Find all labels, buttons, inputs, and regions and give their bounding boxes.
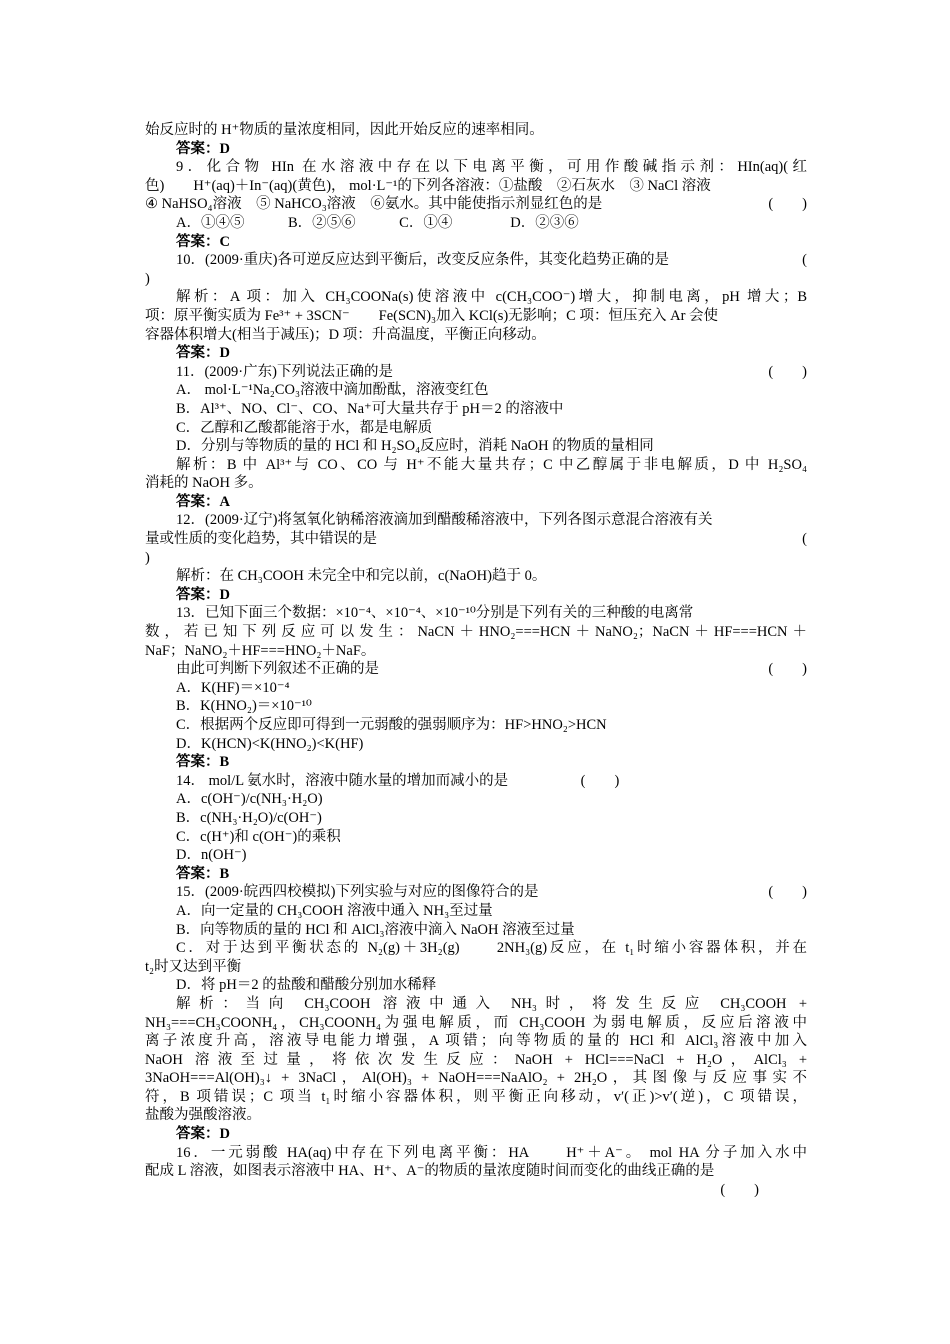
text-line: 3NaOH===Al(OH)₃↓ + 3NaCl，Al(OH)₃ + NaOH===NaAlO₂ + 2H₂O，其图像与反应事实不 (145, 1070, 807, 1087)
line-text: 由此可判断下列叙述不正确的是 (176, 661, 379, 678)
text-line: B．K(HNO₂)＝×10⁻¹⁰ (176, 698, 312, 715)
text-line: 答案：D (176, 1126, 230, 1143)
text-line: 消耗的 NaOH 多。 (145, 475, 263, 492)
text-line: NaF；NaNO₂＋HF===HNO₂＋NaF。 (145, 642, 376, 659)
text-line: 答案：D (176, 345, 230, 362)
text-line: 解析：在 CH₃COOH 未完全中和完以前，c(NaOH)趋于 0。 (176, 568, 547, 585)
text-line: C．c(H⁺)和 c(OH⁻)的乘积 (176, 828, 341, 845)
text-line: 容器体积增大(相当于减压)；D 项：升高温度，平衡正向移动。 (145, 326, 546, 343)
text-line: 解析：B 中 Al³⁺与 CO、CO 与 H⁺不能大量共存；C 中乙醇属于非电解质，D 中 H₂SO₄ (176, 456, 807, 473)
text-line: 解析：当向 CH₃COOH 溶液中通入 NH₃时，将发生反应 CH₃COOH + (176, 995, 807, 1012)
answer-bracket: ( (802, 531, 807, 548)
text-line: 答案：D (176, 140, 230, 157)
text-line: 答案：D (176, 586, 230, 603)
text-line: 答案：C (176, 233, 230, 250)
text-line: 16．一元弱酸 HA(aq)中存在下列电离平衡：HA H⁺＋A⁻。 mol HA 分子加入水中 (176, 1144, 807, 1161)
text-line: A． mol·L⁻¹Na₂CO₃溶液中滴加酚酞，溶液变红色 (176, 382, 489, 399)
text-line (145, 363, 807, 382)
text-line: 14． mol/L 氨水时，溶液中随水量的增加而减小的是 ( ) (176, 772, 620, 789)
text-line (145, 660, 807, 679)
text-line: 符，B 项错误；C 项当 t₁时缩小容器体积，则平衡正向移动，v′(正)>v′(逆)，C 项错误， (145, 1088, 807, 1105)
answer-bracket: ( ) (768, 661, 807, 678)
answer-bracket: ( (802, 252, 807, 269)
text-line: D．K(HCN)<K(HNO₂)<K(HF) (176, 735, 364, 752)
text-line: 13．已知下面三个数据：×10⁻⁴、×10⁻⁴、×10⁻¹⁰分别是下列有关的三种酸的电离常 (176, 605, 694, 622)
text-line: 解析：A 项：加入 CH₃COONa(s)使溶液中 c(CH₃COO⁻)增大，抑制电离，pH 增大；B (176, 289, 807, 306)
text-line: B．c(NH₃·H₂O)/c(OH⁻) (176, 809, 322, 826)
text-line: C．对于达到平衡状态的 N₂(g)＋3H₂(g) 2NH₃(g)反应，在 t₁时缩小容器体积，并在 (176, 940, 807, 957)
text-line: 答案：B (176, 865, 230, 882)
text-line: B．Al³⁺、NO、Cl⁻、CO、Na⁺可大量共存于 pH＝2 的溶液中 (176, 400, 564, 417)
text-line: 9．化合物 HIn 在水溶液中存在以下电离平衡，可用作酸碱指示剂：HIn(aq)(红 (176, 159, 807, 176)
text-line: C．根据两个反应即可得到一元弱酸的强弱顺序为：HF>HNO₂>HCN (176, 717, 607, 733)
answer-bracket: ( ) (768, 884, 807, 901)
text-line: 离子浓度升高，溶液导电能力增强，A 项错；向等物质的量的 HCl 和 AlCl₃溶液中加入 (145, 1033, 807, 1050)
text-line (145, 883, 807, 902)
document-body (145, 121, 807, 1199)
answer-bracket: ( ) (720, 1181, 759, 1198)
text-line: D．将 pH＝2 的盐酸和醋酸分别加水稀释 (176, 977, 437, 994)
text-line: 答案：A (176, 493, 230, 510)
text-line: A．c(OH⁻)/c(NH₃·H₂O) (176, 791, 323, 808)
text-line: 数，若已知下列反应可以发生：NaCN＋HNO₂===HCN＋NaNO₂；NaCN＋HF===HCN＋ (145, 624, 807, 641)
text-line: NH₃===CH₃COONH₄，CH₃COONH₄为强电解质，而 CH₃COOH 为弱电解质，反应后溶液中 (145, 1014, 807, 1031)
text-line: D．分别与等物质的量的 HCl 和 H₂SO₄反应时，消耗 NaOH 的物质的量相同 (176, 438, 654, 455)
text-line: 项：原平衡实质为 Fe³⁺ + 3SCN⁻ Fe(SCN)₃加入 KCl(s)无影响；C 项：恒压充入 Ar 会使 (145, 307, 719, 324)
text-line: A．向一定量的 CH₃COOH 溶液中通入 NH₃至过量 (176, 902, 493, 919)
text-line: t₂时又达到平衡 (145, 958, 242, 975)
line-text: 15．(2009·皖西四校模拟)下列实验与对应的图像符合的是 (176, 884, 539, 901)
text-line (145, 251, 807, 270)
text-line: 色) H⁺(aq)＋In⁻(aq)(黄色)， mol·L⁻¹的下列各溶液：①盐酸 ②石灰水 ③ NaCl 溶液 (145, 177, 711, 194)
text-line: 盐酸为强酸溶液。 (145, 1107, 261, 1124)
text-line (145, 195, 807, 214)
text-line (145, 1181, 807, 1200)
text-line: 始反应时的 H⁺物质的量浓度相同，因此开始反应的速率相同。 (145, 122, 544, 138)
text-line: ) (145, 270, 150, 287)
text-line: 答案：B (176, 754, 230, 771)
line-text: ④ NaHSO₄溶液 ⑤ NaHCO₃溶液 ⑥氨水。其中能使指示剂显红色的是 (145, 196, 603, 213)
text-line (145, 530, 807, 549)
text-line: 12．(2009·辽宁)将氢氧化钠稀溶液滴加到醋酸稀溶液中，下列各图示意混合溶液有关 (176, 512, 713, 529)
text-line: D．n(OH⁻) (176, 847, 247, 864)
text-line: NaOH 溶液至过量，将依次发生反应：NaOH + HCl===NaCl + H₂O，AlCl₃ + (145, 1051, 807, 1068)
text-line: B．向等物质的量的 HCl 和 AlCl₃溶液中滴入 NaOH 溶液至过量 (176, 921, 575, 938)
text-line: ) (145, 549, 150, 566)
line-text: 量或性质的变化趋势，其中错误的是 (145, 531, 377, 548)
line-text: 10．(2009·重庆)各可逆反应达到平衡后，改变反应条件，其变化趋势正确的是 (176, 252, 669, 269)
answer-bracket: ( ) (768, 196, 807, 213)
text-line: A．K(HF)＝×10⁻⁴ (176, 679, 290, 696)
text-line: A．①④⑤ B．②⑤⑥ C．①④ D．②③⑥ (176, 214, 579, 231)
text-line: 配成 L 溶液，如图表示溶液中 HA、H⁺、A⁻的物质的量浓度随时间而变化的曲线正确的是 (145, 1163, 715, 1180)
text-line: C．乙醇和乙酸都能溶于水，都是电解质 (176, 419, 433, 436)
answer-bracket: ( ) (768, 363, 807, 380)
line-text: 11．(2009·广东)下列说法正确的是 (176, 363, 393, 380)
